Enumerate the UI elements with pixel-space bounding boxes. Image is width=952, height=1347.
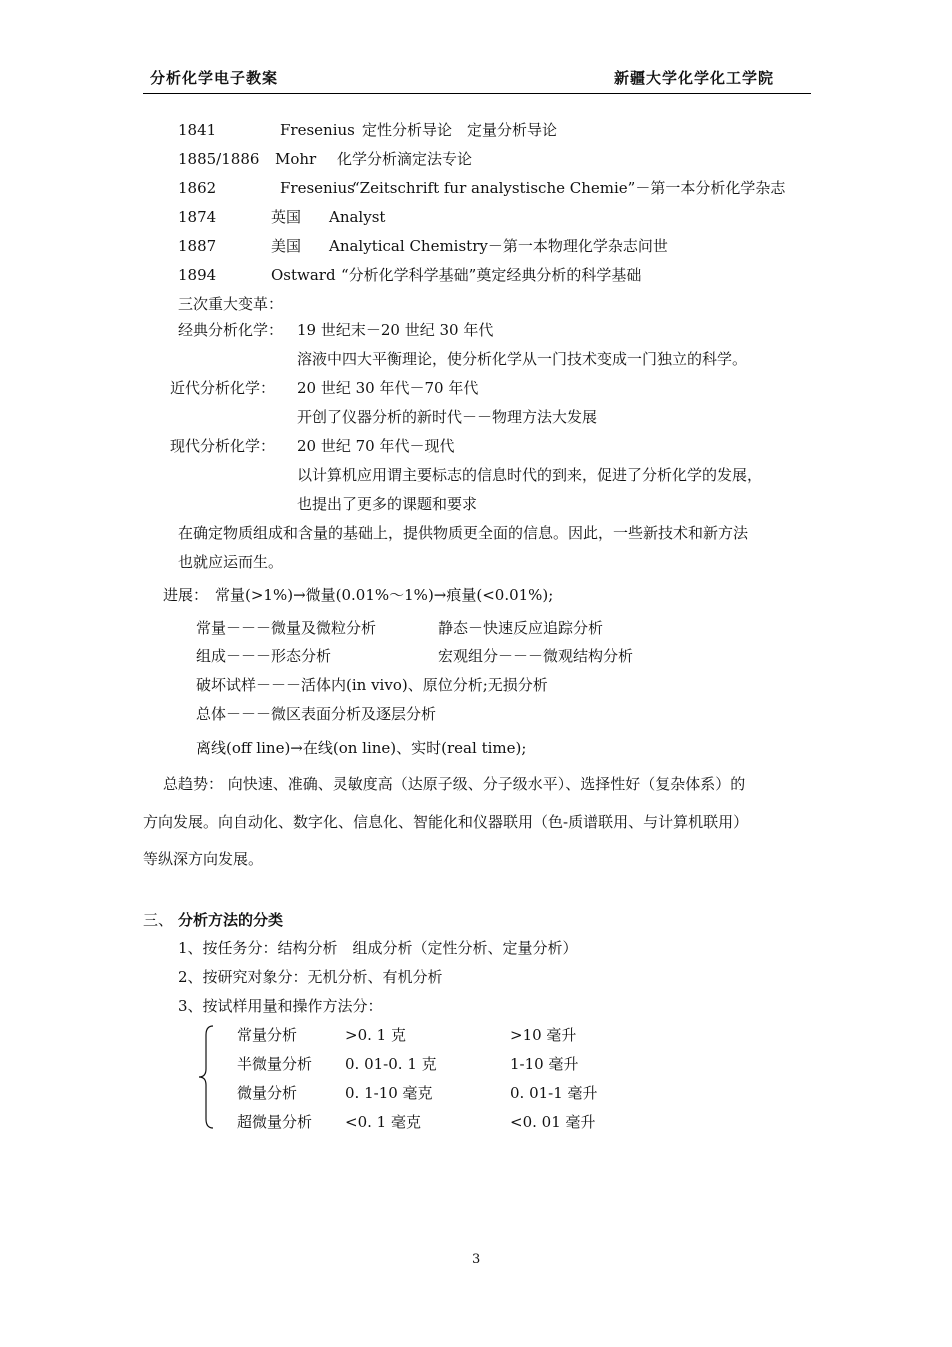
table-cell-volume: 0. 01-1 毫升 [510,1084,598,1102]
table-cell-name: 常量分析 [237,1026,298,1044]
section-title: 分析方法的分类 [178,911,284,929]
table-cell-name: 微量分析 [237,1084,298,1102]
curly-brace-icon [198,1025,214,1129]
trend-paragraph: 总趋势： 向快速、准确、灵敏度高（达原子级、分子级水平）、选择性好（复杂体系）的 [163,775,746,793]
header-right-title: 新疆大学化学化工学院 [614,69,775,87]
progress-text: 常量(>1%)→微量(0.01%～1%)→痕量(<0.01%); [215,586,554,604]
classical-label: 经典分析化学： [178,321,284,339]
table-cell-mass: >0. 1 克 [345,1026,406,1044]
header-rule [143,93,811,94]
history-text: Analyst [329,208,386,226]
modern-period: 20 世纪 30 年代－70 年代 [297,379,479,397]
contemporary-period: 20 世纪 70 年代－现代 [297,437,455,455]
history-who: 英国 [271,208,302,226]
history-year: 1874 [178,208,217,226]
history-who: Fresenius [280,179,355,197]
progress-item: 破坏试样－－－活体内(in vivo)、原位分析;无损分析 [196,676,548,694]
history-year: 1885/1886 [178,150,260,168]
history-who: 美国 [271,237,302,255]
progress-item: 静态－快速反应追踪分析 [438,619,604,637]
history-who: Fresenius [280,121,355,139]
history-year: 1862 [178,179,217,197]
table-cell-volume: 1-10 毫升 [510,1055,579,1073]
table-cell-name: 半微量分析 [237,1055,313,1073]
intro-paragraph: 也就应运而生。 [178,553,284,571]
modern-desc: 开创了仪器分析的新时代－－物理方法大发展 [297,408,598,426]
history-text: “分析化学科学基础”奠定经典分析的科学基础 [341,266,642,284]
progress-item: 组成－－－形态分析 [196,647,332,665]
history-who: Ostward [271,266,336,284]
table-cell-volume: <0. 01 毫升 [510,1113,596,1131]
progress-item: 常量－－－微量及微粒分析 [196,619,377,637]
table-cell-name: 超微量分析 [237,1113,313,1131]
table-cell-mass: 0. 1-10 毫克 [345,1084,433,1102]
section-item: 2、按研究对象分：无机分析、有机分析 [178,968,443,986]
contemporary-desc: 也提出了更多的课题和要求 [297,495,478,513]
header-left-title: 分析化学电子教案 [150,69,279,87]
history-text: 化学分析滴定法专论 [337,150,473,168]
history-year: 1887 [178,237,217,255]
trend-paragraph: 等纵深方向发展。 [143,850,264,868]
page-number: 3 [472,1252,481,1267]
table-cell-volume: >10 毫升 [510,1026,577,1044]
table-cell-mass: 0. 01-0. 1 克 [345,1055,437,1073]
section-item: 3、按试样用量和操作方法分： [178,997,383,1015]
progress-item: 宏观组分－－－微观结构分析 [438,647,634,665]
modern-label: 近代分析化学： [170,379,276,397]
history-year: 1841 [178,121,217,139]
intro-paragraph: 在确定物质组成和含量的基础上，提供物质更全面的信息。因此，一些新技术和新方法 [178,524,749,542]
history-who: Mohr [275,150,317,168]
history-text: 定性分析导论 定量分析导论 [362,121,558,139]
history-text: “Zeitschrift fur analystische Chemie”－第一本分析化学杂志 [352,179,786,197]
trend-paragraph: 方向发展。向自动化、数字化、信息化、智能化和仪器联用（色-质谱联用、与计算机联用） [143,813,749,831]
contemporary-label: 现代分析化学： [170,437,276,455]
table-cell-mass: <0. 1 毫克 [345,1113,421,1131]
history-year: 1894 [178,266,217,284]
section-item: 1、按任务分：结构分析 组成分析（定性分析、定量分析） [178,939,578,957]
revolutions-title: 三次重大变革： [178,295,284,313]
progress-item: 总体－－－微区表面分析及逐层分析 [196,705,437,723]
progress-label: 进展： [163,586,209,604]
contemporary-desc: 以计算机应用谓主要标志的信息时代的到来，促进了分析化学的发展， [297,466,763,484]
classical-period: 19 世纪末－20 世纪 30 年代 [297,321,494,339]
classical-desc: 溶液中四大平衡理论，使分析化学从一门技术变成一门独立的科学。 [297,350,748,368]
progress-item: 离线(off line)→在线(on line)、实时(real time); [196,739,527,757]
history-text: Analytical Chemistry－第一本物理化学杂志问世 [329,237,668,255]
section-number: 三、 [143,911,174,929]
